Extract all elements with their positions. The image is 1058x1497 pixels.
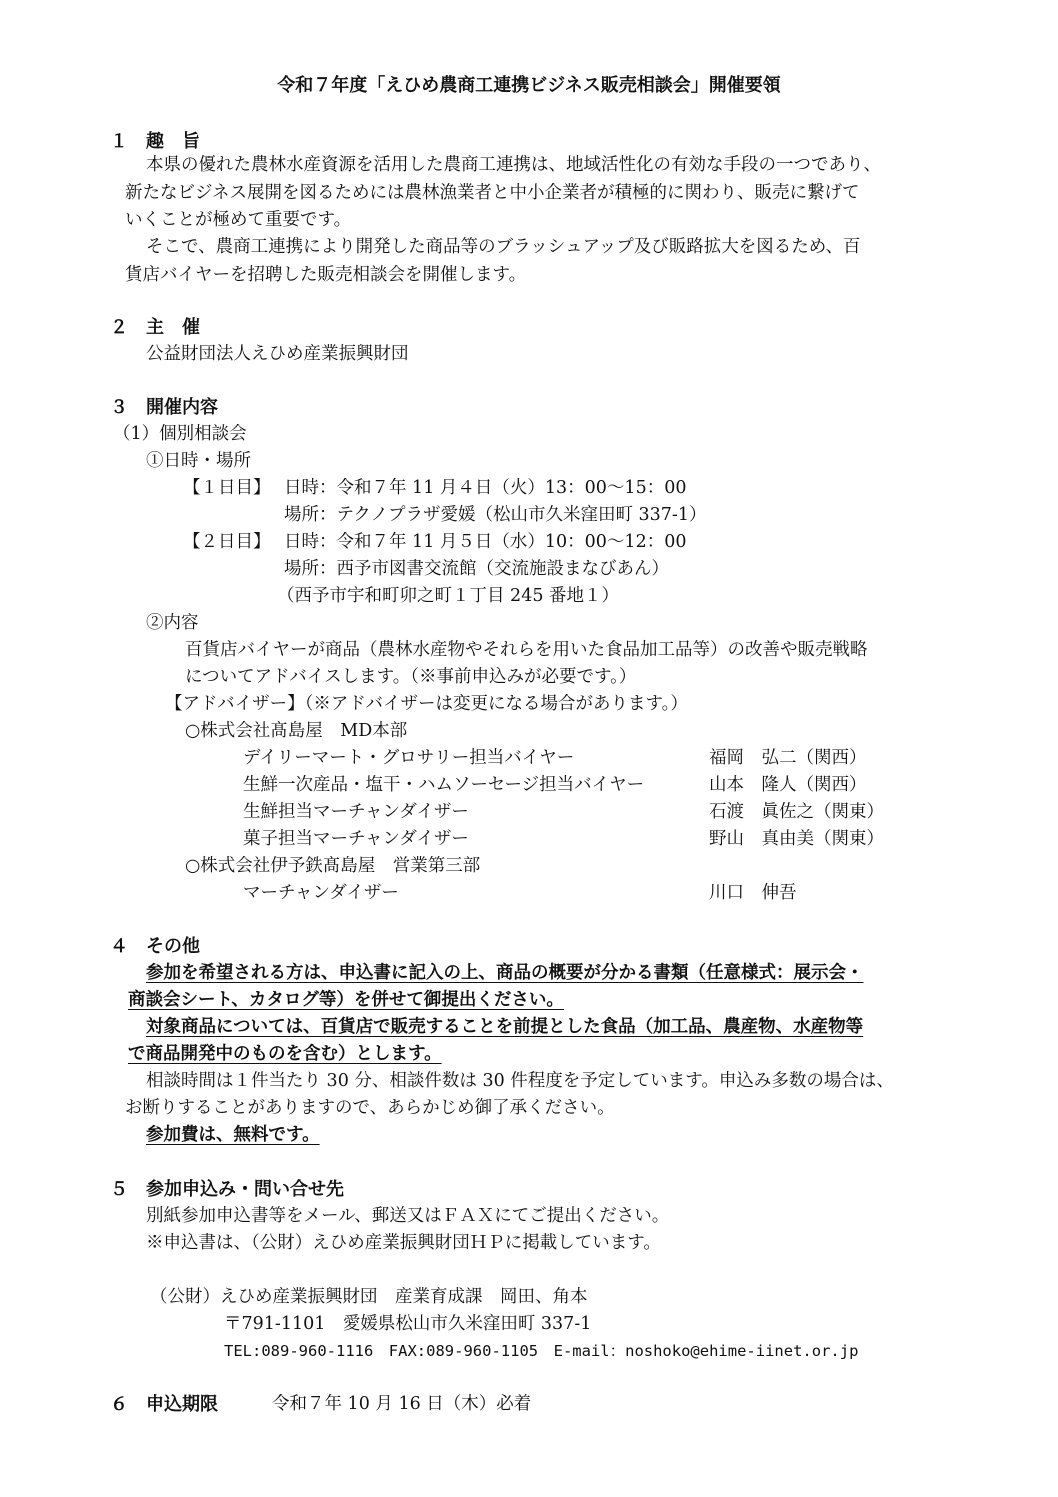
day-2-label: 【２日目】 — [183, 532, 271, 552]
section-1-line: 新たなビジネス展開を図るためには農林漁業者と中小企業者が積極的に関わり、販売に繋げて — [125, 183, 860, 203]
notice-target-line: 対象商品については、百貨店で販売することを前提とした食品（加工品、農産物、水産物等 — [146, 1017, 864, 1037]
advisor-org-iyotetsu-takashimaya: ○株式会社伊予鉄髙島屋 営業第三部 — [185, 856, 481, 876]
section-1-line: いくことが極めて重要です。 — [125, 210, 352, 230]
day-1-place: 場所：テクノプラザ愛媛（松山市久米窪田町 337-1） — [284, 505, 707, 525]
content-line: 百貨店バイヤーが商品（農林水産物やそれらを用いた食品加工品等）の改善や販売戦略 — [185, 640, 868, 660]
form-availability-note: ※申込書は、（公財）えひめ産業振興財団ＨＰに掲載しています。 — [146, 1233, 661, 1253]
submission-method: 別紙参加申込書等をメール、郵送又はＦＡＸにてご提出ください。 — [146, 1206, 670, 1226]
section-1-heading: 趣 旨 — [146, 131, 200, 152]
section-1-number: １ — [110, 131, 128, 152]
section-1-line: そこで、農商工連携により開発した商品等のブラッシュアップ及び販路拡大を図るため、百 — [146, 237, 861, 257]
section-2-number: ２ — [110, 317, 128, 338]
section-4-heading: その他 — [146, 936, 200, 957]
day-2-date: 日時：令和７年 11 月５日（水）10：00～12：00 — [284, 532, 687, 552]
notice-time-line: 相談時間は１件当たり 30 分、相談件数は 30 件程度を予定しています。申込み多数の場合は、 — [146, 1071, 894, 1091]
notice-target-line: で商品開発中のものを含む）とします。 — [128, 1044, 442, 1064]
contact-address: 〒791-1101 愛媛県松山市久米窪田町 337-1 — [224, 1314, 592, 1334]
day-1-label: 【１日目】 — [183, 478, 271, 498]
section-5-heading: 参加申込み・問い合せ先 — [146, 1179, 344, 1200]
advisor-name: 川口 伸吾 — [709, 883, 797, 903]
advisor-name: 石渡 眞佐之（関東） — [709, 802, 884, 822]
notice-time-line: お断りすることがありますので、あらかじめ御了承ください。 — [125, 1098, 615, 1118]
section-3-heading: 開催内容 — [146, 397, 218, 418]
day-2-address: （西予市宇和町卯之町１丁目 245 番地１） — [277, 586, 620, 606]
notice-fee: 参加費は、無料です。 — [146, 1125, 320, 1145]
section-3-number: ３ — [110, 397, 128, 418]
advisor-role: 生鮮一次産品・塩干・ハムソーセージ担当バイヤー — [243, 775, 645, 795]
advisor-role: デイリーマート・グロサリー担当バイヤー — [243, 748, 575, 768]
advisor-org-takashimaya: ○株式会社髙島屋 MD本部 — [185, 721, 408, 741]
section-5-number: ５ — [110, 1179, 128, 1200]
day-1-date: 日時：令和７年 11 月４日（火）13：00～15：00 — [284, 478, 687, 498]
section-6-number: ６ — [110, 1394, 128, 1415]
organizer-name: 公益財団法人えひめ産業振興財団 — [146, 344, 409, 364]
advisor-role: マーチャンダイザー — [243, 883, 399, 903]
content-line: についてアドバイスします。（※事前申込みが必要です。） — [185, 667, 637, 687]
advisor-name: 野山 真由美（関東） — [709, 829, 884, 849]
section-1-line: 本県の優れた農林水産資源を活用した農商工連携は、地域活性化の有効な手段の一つであり、 — [146, 155, 881, 175]
item-content: ②内容 — [146, 613, 199, 633]
advisor-name: 山本 隆人（関西） — [709, 775, 867, 795]
day-2-place: 場所：西予市図書交流館（交流施設まなびあん） — [284, 559, 669, 579]
advisor-heading: 【アドバイザー】（※アドバイザーは変更になる場合があります。） — [165, 694, 688, 714]
application-deadline: 令和７年 10 月 16 日（木）必着 — [272, 1394, 532, 1414]
section-2-heading: 主 催 — [146, 317, 200, 338]
advisor-name: 福岡 弘二（関西） — [709, 748, 867, 768]
contact-organization: （公財）えひめ産業振興財団 産業育成課 岡田、角本 — [150, 1287, 588, 1307]
section-6-heading: 申込期限 — [146, 1394, 218, 1415]
advisor-role: 菓子担当マーチャンダイザー — [243, 829, 469, 849]
advisor-role: 生鮮担当マーチャンダイザー — [243, 802, 469, 822]
section-4-number: ４ — [110, 936, 128, 957]
notice-application-line: 参加を希望される方は、申込書に記入の上、商品の概要が分かる書類（任意様式：展示会・ — [146, 963, 864, 983]
notice-application-line: 商談会シート、カタログ等）を併せて御提出ください。 — [128, 990, 564, 1010]
item-date-place: ①日時・場所 — [146, 451, 251, 471]
section-1-line: 貨店バイヤーを招聘した販売相談会を開催します。 — [125, 265, 527, 285]
contact-phone-fax-email: TEL:089-960-1116 FAX:089-960-1105 E-mail：noshoko@ehime-iinet.or.jp — [224, 1342, 859, 1360]
subsection-individual-consultation: （1）個別相談会 — [113, 424, 247, 444]
document-title: 令和７年度「えひめ農商工連携ビジネス販売相談会」開催要領 — [277, 75, 781, 96]
